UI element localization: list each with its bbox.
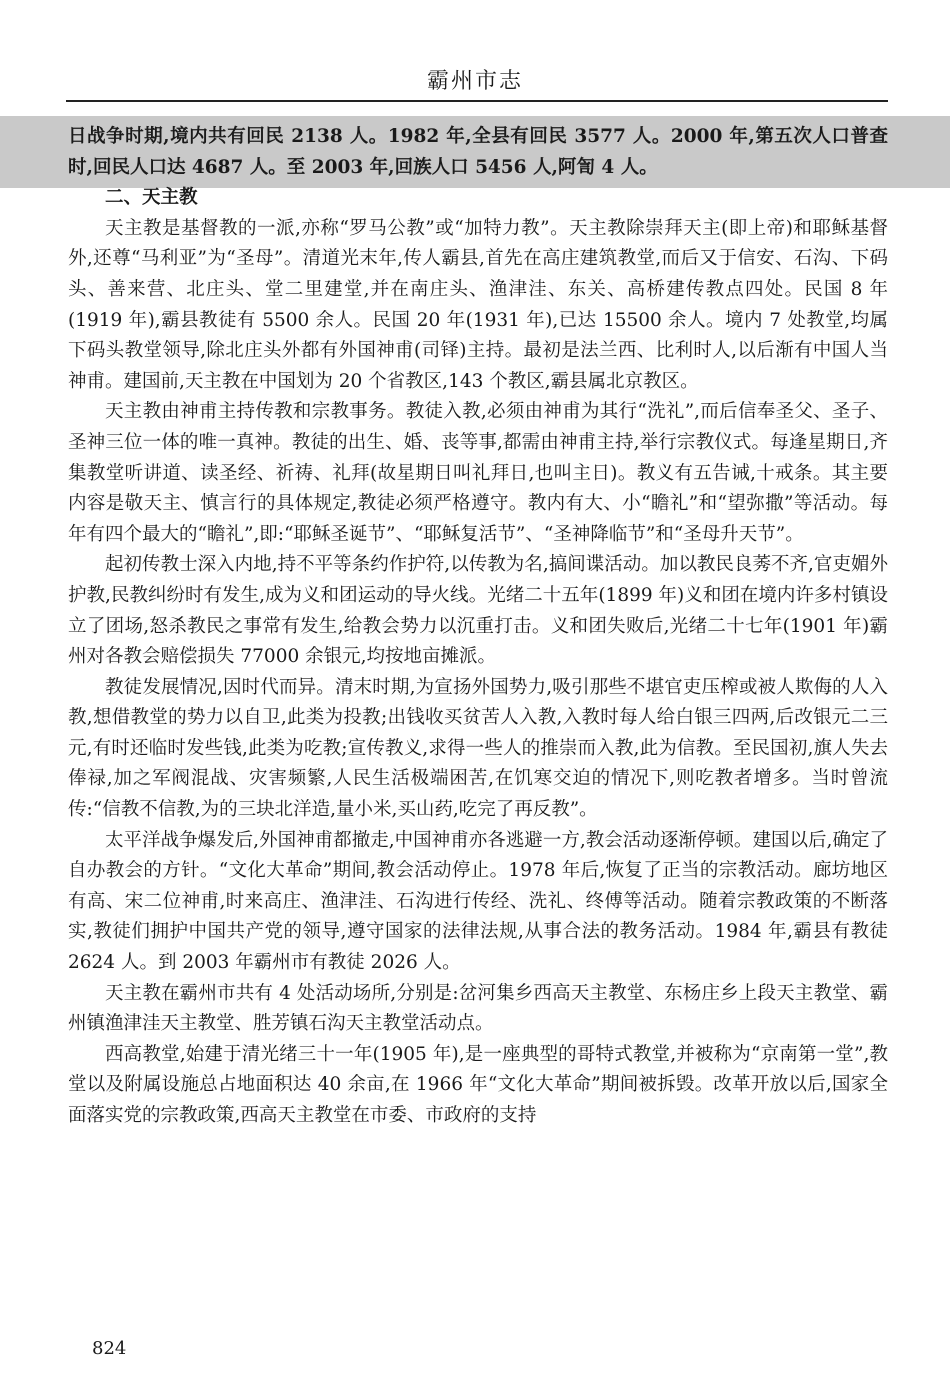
body-paragraph: 天主教是基督教的一派,亦称“罗马公教”或“加特力教”。天主教除崇拜天主(即上帝)和耶稣基督外,还尊“马利亚”为“圣母”。清道光末年,传人霸县,首先在高庄建筑教堂,而后又于信安、石沟、下码头、善来营、北庄头、堂二里建堂,并在南庄头、渔津洼、东关、高桥建传教点四处。民国 8 年(1919 年),霸县教徒有 5500 余人。民国 20 年(1931 年),已达 15500 余人。境内 7 处教堂,均属下码头教堂领导,除北庄头外都有外国神甫(司铎)主持。最初是法兰西、比利时人,以后渐有中国人当神甫。建国前,天主教在中国划为 20 个省教区,143 个教区,霸县属北京教区。: [68, 217, 888, 392]
body-paragraph: 西高教堂,始建于清光绪三十一年(1905 年),是一座典型的哥特式教堂,并被称为“京南第一堂”,教堂以及附属设施总占地面积达 40 余亩,在 1966 年“文化大革命”期间被拆毁。改革开放以后,国家全面落实党的宗教政策,西高天主教堂在市委、市政府的支持: [68, 1043, 888, 1126]
body-paragraph: 太平洋战争爆发后,外国神甫都撤走,中国神甫亦各逃避一方,教会活动逐渐停顿。建国以后,确定了自办教会的方针。“文化大革命”期间,教会活动停止。1978 年后,恢复了正当的宗教活动。廊坊地区有高、宋二位神甫,时来高庄、渔津洼、石沟进行传经、洗礼、终傅等活动。随着宗教政策的不断落实,教徒们拥护中国共产党的领导,遵守国家的法律法规,从事合法的教务活动。1984 年,霸县有教徒 2624 人。到 2003 年霸州市有教徒 2026 人。: [68, 829, 888, 974]
page-body: [68, 122, 888, 1132]
page-header-title: 霸州市志: [426, 69, 523, 94]
body-paragraph: 天主教由神甫主持传教和宗教事务。教徒入教,必须由神甫为其行“洗礼”,而后信奉圣父、圣子、圣神三位一体的唯一真神。教徒的出生、婚、丧等事,都需由神甫主持,举行宗教仪式。每逢星期日,齐集教堂听讲道、读圣经、祈祷、礼拜(故星期日叫礼拜日,也叫主日)。教义有五告诫,十戒条。其主要内容是敬天主、慎言行的具体规定,教徒必须严格遵守。教内有大、小“瞻礼”和“望弥撒”等活动。每年有四个最大的“瞻礼”,即:“耶稣圣诞节”、“耶稣复活节”、“圣神降临节”和“圣母升天节”。: [68, 401, 888, 545]
section-heading: 二、天主教: [105, 187, 198, 209]
header-rule: [66, 100, 888, 102]
highlighted-paragraph: 日战争时期,境内共有回民 2138 人。1982 年,全县有回民 3577 人。2000 年,第五次人口普查时,回民人口达 4687 人。至 2003 年,回族人口 5456 人,阿訇 4 人。: [68, 126, 888, 178]
body-paragraph: 起初传教士深入内地,持不平等条约作护符,以传教为名,搞间谍活动。加以教民良莠不齐,官吏媚外护教,民教纠纷时有发生,成为义和团运动的导火线。光绪二十五年(1899 年)义和团在境内许多村镇设立了团场,怒杀教民之事常有发生,给教会势力以沉重打击。义和团失败后,光绪二十七年(1901 年)霸州对各教会赔偿损失 77000 余银元,均按地亩摊派。: [68, 554, 888, 668]
body-paragraph: 天主教在霸州市共有 4 处活动场所,分别是:岔河集乡西高天主教堂、东杨庄乡上段天主教堂、霸州镇渔津洼天主教堂、胜芳镇石沟天主教堂活动点。: [68, 982, 888, 1035]
page-number: 824: [92, 1338, 127, 1359]
body-paragraph: 教徒发展情况,因时代而异。清末时期,为宣扬外国势力,吸引那些不堪官吏压榨或被人欺侮的人入教,想借教堂的势力以自卫,此类为投教;出钱收买贫苦人入教,入教时每人给白银三四两,后改银元二三元,有时还临时发些钱,此类为吃教;宣传教义,求得一些人的推崇而入教,此为信教。至民国初,旗人失去俸禄,加之军阀混战、灾害频繁,人民生活极端困苦,在饥寒交迫的情况下,则吃教者增多。当时曾流传:“信教不信教,为的三块北洋造,量小米,买山药,吃完了再反教”。: [68, 676, 888, 821]
